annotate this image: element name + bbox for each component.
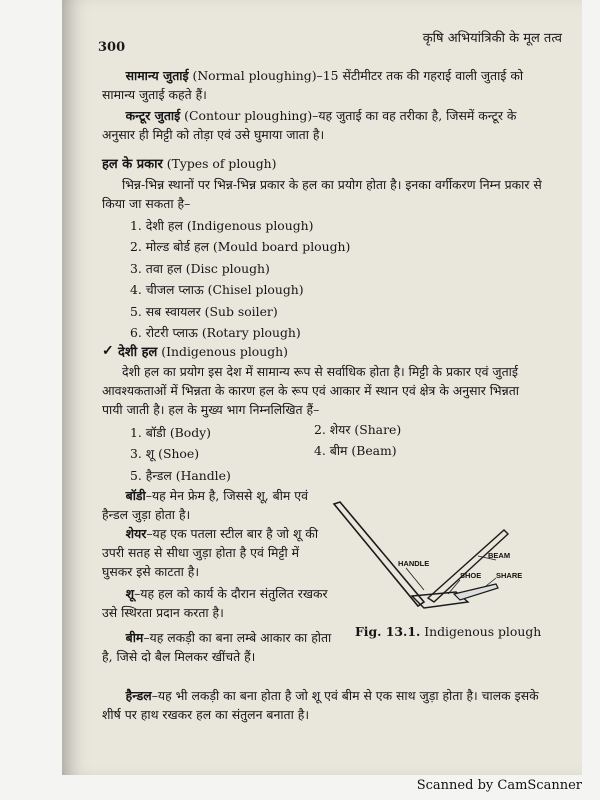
check-mark-icon: ✓ [102, 343, 114, 359]
text-normal: (Normal ploughing)–15 सेंटीमीटर तक की गहराई वाली जुताई को सामान्य जुताई कहते हैं। [102, 68, 524, 102]
list-item: 4. बीम (Beam) [314, 443, 397, 459]
list-item: 1. बॉडी (Body) [130, 425, 211, 440]
term-contour: कन्टूर जुताई [125, 108, 181, 123]
plough-share-shape [454, 584, 498, 600]
list-item: 5. हैन्डल (Handle) [130, 467, 231, 483]
term-share: शेयर [125, 526, 147, 541]
list-item: 1. देशी हल (Indigenous plough) [130, 218, 314, 233]
list-item: 5. सब स्वायलर (Sub soiler) [130, 303, 278, 319]
types-heading-english: (Types of plough) [162, 156, 277, 171]
term-handle: हैन्डल [125, 688, 152, 703]
parts-list-col2 [314, 419, 401, 462]
para-contour-ploughing [102, 106, 542, 144]
text-beam: –यह लकड़ी का बना लम्बे आकार का होता है, जिसे दो बैल मिलकर खींचते हैं। [102, 630, 332, 664]
caption-text: Indigenous plough [420, 624, 542, 639]
label-handle: HANDLE [398, 559, 430, 568]
list-item: 2. मोल्ड बोर्ड हल (Mould board plough) [130, 239, 351, 255]
page-number: 300 [98, 40, 126, 55]
list-item: 6. रोटरी प्लाऊ (Rotary plough) [130, 325, 301, 341]
text-shoe: –यह हल को कार्य के दौरान संतुलित रखकर उसे स्थिरता प्रदान करता है। [102, 586, 328, 620]
indigenous-intro: देशी हल का प्रयोग इस देश में सामान्य रूप से सर्वाधिक होता है। मिट्टी के प्रकार एवं जुताई आवश्यकताओं में भिन्नता के कारण हल के रूप एवं आकार में स्थान एवं क्षेत्र के अनुसार भिन्नता पायी जाती है। हल के मुख्य भाग निम्नलिखित हैं– [102, 364, 519, 417]
indigenous-heading-hindi: देशी हल [118, 345, 158, 360]
label-shoe: SHOE [460, 571, 482, 580]
list-item: 3. तवा हल (Disc plough) [130, 260, 270, 276]
text-share: –यह एक पतला स्टील बार है जो शू की उपरी सतह से सीधा जुड़ा होता है एवं मिट्टी में घुसकर इसे काटता है। [102, 526, 319, 579]
indigenous-heading [118, 342, 538, 362]
types-heading-hindi: हल के प्रकार [102, 157, 163, 172]
types-intro: भिन्न-भिन्न स्थानों पर भिन्न-भिन्न प्रकार के हल का प्रयोग होता है। इनका वर्गीकरण निम्न प्रकार से किया जा सकता है– [102, 177, 542, 211]
def-beam [102, 628, 338, 666]
def-body [102, 486, 330, 524]
label-beam: BEAM [488, 551, 511, 560]
def-share [102, 524, 330, 581]
text-handle: –यह भी लकड़ी का बना होता है जो शू एवं बीम से एक साथ जुड़ा होता है। चालक इसके शीर्ष पर हाथ रखकर हल का संतुलन बनाता है। [102, 688, 539, 722]
scanner-watermark: Scanned by CamScanner [416, 778, 582, 793]
parts-list-col1 [130, 422, 231, 486]
term-body: बॉडी [125, 488, 146, 503]
figure-caption [355, 624, 541, 639]
para-normal-ploughing [102, 66, 542, 104]
list-item: 3. शू (Shoe) [130, 446, 200, 462]
text-body: –यह मेन फ्रेम है, जिससे शू, बीम एवं हैन्डल जुड़ा होता है। [102, 488, 309, 522]
types-heading [102, 154, 542, 174]
indigenous-plough-figure [328, 498, 536, 618]
running-title: कृषि अभियांत्रिकी के मूल तत्व [422, 31, 562, 46]
term-beam: बीम [125, 630, 144, 645]
caption-number: Fig. 13.1. [355, 624, 421, 639]
types-list [130, 215, 350, 343]
text-contour: (Contour ploughing)–यह जुताई का वह तरीका है, जिसमें कन्टूर के अनुसार ही मिट्टी को तोड़ा एवं उसे घुमाया जाता है। [102, 108, 517, 142]
list-item: 4. चीजल प्लाऊ (Chisel plough) [130, 282, 304, 298]
term-normal: सामान्य जुताई [125, 68, 189, 83]
label-share: SHARE [496, 571, 523, 580]
indigenous-heading-english: (Indigenous plough) [157, 344, 288, 359]
list-item: 2. शेयर (Share) [314, 422, 402, 437]
def-handle [102, 686, 542, 724]
term-shoe: शू [125, 586, 135, 601]
def-shoe [102, 584, 330, 622]
plough-handle-shape [334, 502, 424, 606]
